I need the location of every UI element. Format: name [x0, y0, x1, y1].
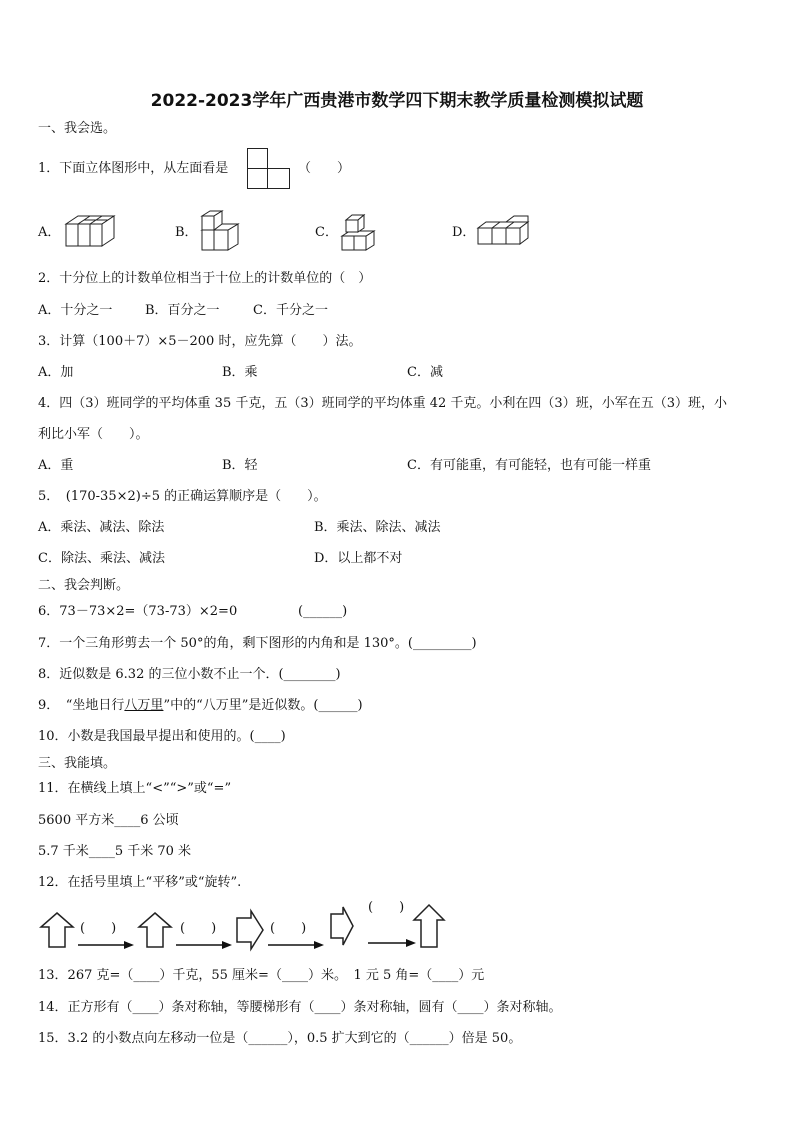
- q11-line2-blank[interactable]: ____: [88, 844, 115, 859]
- question-11-text: 11．在横线上填上“<”“>”或“=”: [38, 781, 232, 796]
- question-4-line-2: 利比小军（ ）。: [38, 427, 149, 442]
- q4-option-a[interactable]: A．重: [38, 458, 74, 473]
- q11-line1-right: 6 公顷: [140, 813, 179, 828]
- question-7: [38, 635, 477, 653]
- up-arrow-shape-2: [138, 912, 172, 948]
- q4-option-c[interactable]: C．有可能重，有可能轻，也有可能一样重: [407, 458, 651, 473]
- q5-option-a[interactable]: A．乘法、减法、除法: [38, 520, 165, 535]
- solid-figure-c: [338, 212, 378, 252]
- q2-option-b[interactable]: B．百分之一: [145, 303, 220, 318]
- transform-arrow-2: [176, 940, 234, 950]
- up-arrow-shape-3: [413, 904, 445, 948]
- q5-option-c[interactable]: C．除法、乘法、减法: [38, 551, 165, 566]
- solid-figure-b: [200, 214, 244, 252]
- question-9-post: ”中的“八万里”是近似数。: [163, 698, 314, 713]
- q1-option-c-label[interactable]: C．: [315, 225, 338, 240]
- q2-option-a[interactable]: A．十分之一: [38, 303, 113, 318]
- q1-option-d-label[interactable]: D．: [452, 225, 476, 240]
- right-arrow-shape-1: [236, 910, 264, 950]
- q11-line2-right: 5 千米 70 米: [114, 844, 192, 859]
- question-14-text: 14．正方形有（____）条对称轴，等腰梯形有（____）条对称轴，圆有（____）条对称轴。: [38, 1000, 562, 1015]
- question-6-text: 6．73－73×2=（73-73）×2=0: [38, 604, 238, 619]
- question-10-text: 10．小数是我国最早提出和使用的。: [38, 729, 250, 744]
- question-12-text: 12．在括号里填上“平移”或“旋转”.: [38, 875, 242, 890]
- question-7-blank[interactable]: (_________): [407, 636, 477, 651]
- solid-figure-a: [62, 214, 118, 250]
- up-arrow-shape-1: [40, 912, 74, 948]
- q12-paren-3[interactable]: ( ): [270, 921, 307, 936]
- q12-paren-2[interactable]: ( ): [180, 921, 217, 936]
- q11-line2-left: 5.7 千米: [38, 844, 89, 859]
- right-arrow-shape-2: [330, 906, 354, 946]
- section-heading-1: 一、我会选。: [38, 121, 117, 136]
- question-10-blank[interactable]: (____): [249, 729, 286, 744]
- q5-option-d[interactable]: D．以上都不对: [314, 551, 403, 566]
- question-1-paren[interactable]: （ ）: [298, 161, 351, 176]
- question-4-line-1: 4．四（3）班同学的平均体重 35 千克，五（3）班同学的平均体重 42 千克。小利在四（3）班，小军在五（3）班，小: [38, 396, 727, 411]
- question-2-text: 2．十分位上的计数单位相当于十位上的计数单位的（ ）: [38, 271, 372, 286]
- question-9-pre: 9． “坐地日行: [38, 698, 125, 713]
- question-5-text: 5． (170-35×2)÷5 的正确运算顺序是（ ）。: [38, 489, 327, 504]
- transform-arrow-4: [368, 938, 418, 948]
- q12-paren-4[interactable]: ( ): [368, 900, 405, 915]
- q3-option-b[interactable]: B．乘: [222, 365, 258, 380]
- question-3-text: 3．计算（100＋7）×5－200 时，应先算（ ）法。: [38, 334, 362, 349]
- question-6-blank[interactable]: (______): [298, 604, 348, 619]
- question-10: [38, 728, 286, 746]
- question-8: [38, 666, 341, 684]
- question-9: [38, 697, 363, 715]
- question-13-text: 13．267 克=（____）千克，55 厘米=（____）米。 1 元 5 角=（____）元: [38, 968, 485, 983]
- question-7-text: 7．一个三角形剪去一个 50°的角，剩下图形的内角和是 130°。: [38, 636, 408, 651]
- question-8-text: 8．近似数是 6.32 的三位小数不止一个．: [38, 667, 279, 682]
- transform-arrow-3: [268, 940, 326, 950]
- q2-option-c[interactable]: C．千分之一: [253, 303, 328, 318]
- question-8-blank[interactable]: (________): [278, 667, 341, 682]
- q3-option-a[interactable]: A．加: [38, 365, 74, 380]
- question-11-line-1: [38, 812, 179, 830]
- q11-line1-left: 5600 平方米: [38, 813, 115, 828]
- question-11-line-2: [38, 843, 191, 861]
- q5-option-b[interactable]: B．乘法、除法、减法: [314, 520, 441, 535]
- question-9-underlined: 八万里: [124, 698, 164, 713]
- q1-option-a-label[interactable]: A．: [38, 225, 61, 240]
- q4-option-b[interactable]: B．轻: [222, 458, 258, 473]
- question-1-text: 1．下面立体图形中，从左面看是: [38, 161, 229, 176]
- left-view-figure: [247, 148, 293, 190]
- page-title: 2022-2023学年广西贵港市数学四下期末教学质量检测模拟试题: [150, 91, 644, 111]
- q1-option-b-label[interactable]: B．: [175, 225, 198, 240]
- q11-line1-blank[interactable]: ____: [114, 813, 141, 828]
- transform-arrow-1: [78, 940, 136, 950]
- section-heading-3: 三、我能填。: [38, 756, 117, 771]
- q12-paren-1[interactable]: ( ): [80, 921, 117, 936]
- question-15-text: 15．3.2 的小数点向左移动一位是（______），0.5 扩大到它的（______）倍是 50。: [38, 1031, 522, 1046]
- q3-option-c[interactable]: C．减: [407, 365, 443, 380]
- solid-figure-d: [474, 218, 536, 246]
- section-heading-2: 二、我会判断。: [38, 578, 130, 593]
- question-9-blank[interactable]: (______): [313, 698, 363, 713]
